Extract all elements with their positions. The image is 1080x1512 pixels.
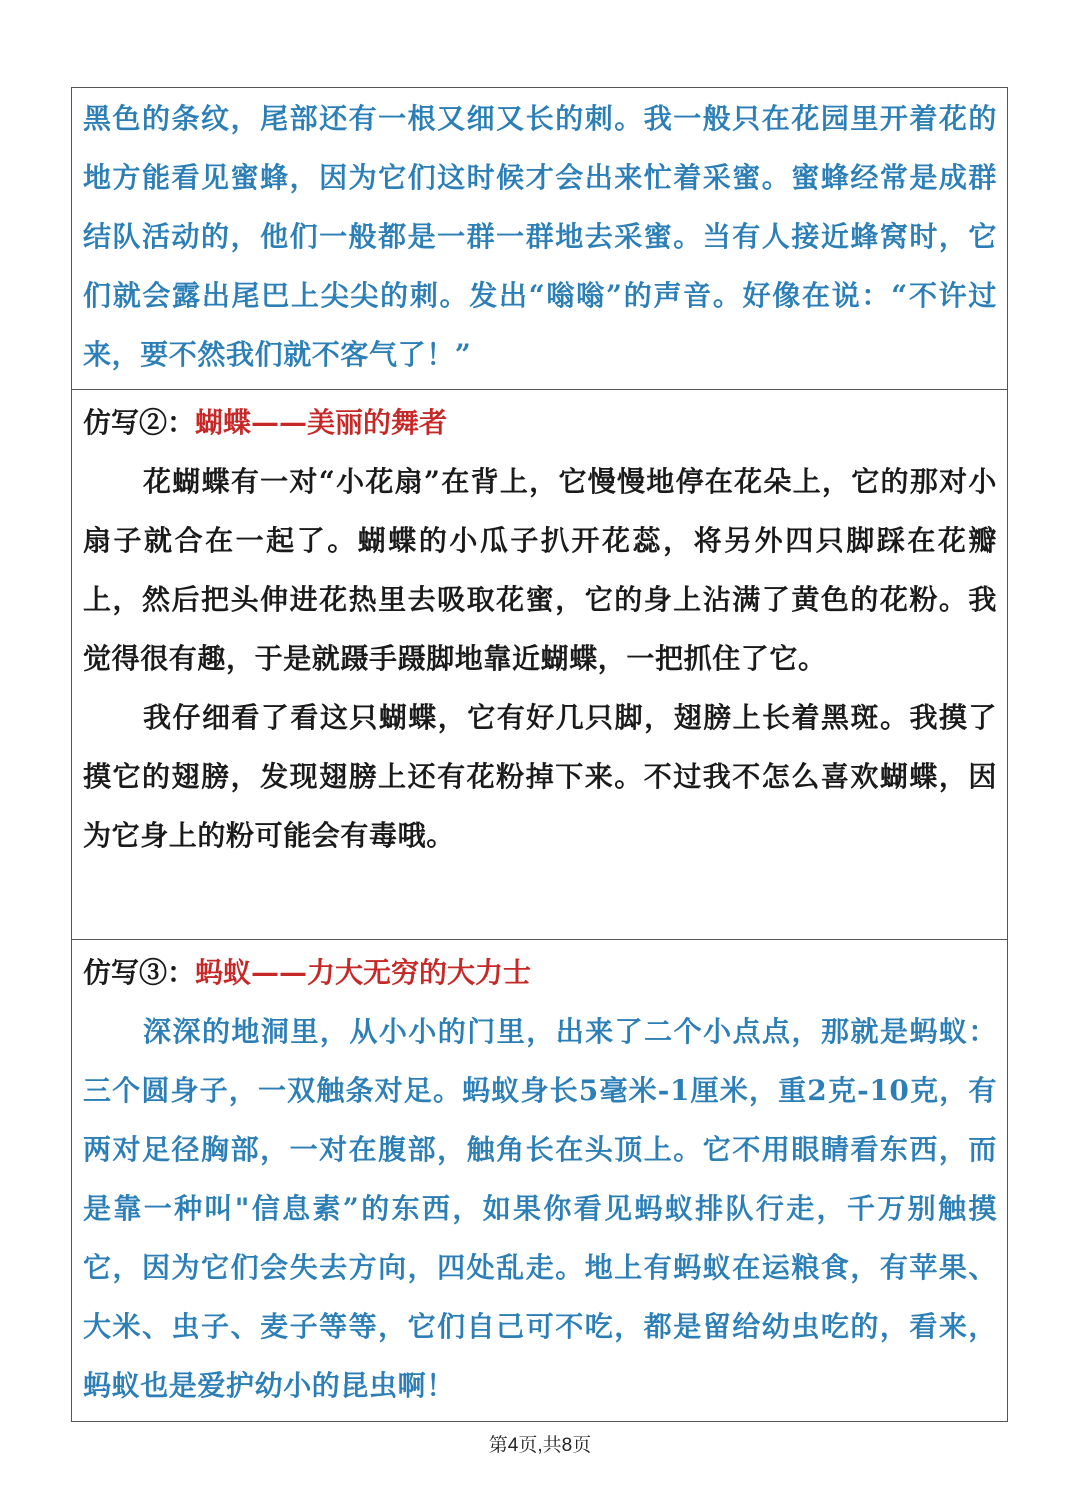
page-number: 第4页,共8页 (488, 1435, 592, 1456)
section-bee-continuation (72, 88, 1007, 390)
ant-heading (83, 940, 997, 1002)
imitation-label: 仿写③： (83, 956, 196, 989)
butterfly-title: 蝴蝶——美丽的舞者 (195, 406, 448, 439)
ant-title: 蚂蚁——力大无穷的大力士 (195, 956, 532, 989)
essay-table (71, 87, 1008, 1422)
section-butterfly (72, 389, 1007, 940)
butterfly-heading (83, 390, 997, 452)
butterfly-paragraph-1: 花蝴蝶有一对“小花扇”在背上，它慢慢地停在花朵上，它的那对小扇子就合在一起了。蝴蝶的小瓜子扒开花蕊，将另外四只脚踩在花瓣上，然后把头伸进花热里去吸取花蜜，它的身上沾满了黄色的花粉。我觉得很有趣，于是就蹑手蹑脚地靠近蝴蝶，一把抓住了它。 (83, 465, 997, 675)
ant-paragraph: 深深的地洞里，从小小的门里，出来了二个小点点，那就是蚂蚁：三个圆身子，一双触条对足。蚂蚁身长5毫米-1厘米，重2克-10克，有两对足径胸部，一对在腹部，触角长在头顶上。它不用眼睛看东西，而是靠一种叫"信息素”的东西，如果你看见蚂蚁排队行走，千万别触摸它，因为它们会失去方向，四处乱走。地上有蚂蚁在运粮食，有苹果、大米、虫子、麦子等等，它们自己可不吃，都是留给幼虫吃的，看来，蚂蚁也是爱护幼小的昆虫啊！ (83, 1015, 997, 1402)
imitation-label: 仿写②： (83, 406, 196, 439)
section-ant (72, 939, 1007, 1422)
butterfly-paragraph-2: 我仔细看了看这只蝴蝶，它有好几只脚，翅膀上长着黑斑。我摸了摸它的翅膀，发现翅膀上还有花粉掉下来。不过我不怎么喜欢蝴蝶，因为它身上的粉可能会有毒哦。 (83, 701, 997, 852)
bee-paragraph: 黑色的条纹，尾部还有一根又细又长的刺。我一般只在花园里开着花的地方能看见蜜蜂，因为它们这时候才会出来忙着采蜜。蜜蜂经常是成群结队活动的，他们一般都是一群一群地去采蜜。当有人接近蜂窝时，它们就会露出尾巴上尖尖的刺。发出“嗡嗡”的声音。好像在说：“不许过来，要不然我们就不客气了！” (83, 102, 997, 371)
